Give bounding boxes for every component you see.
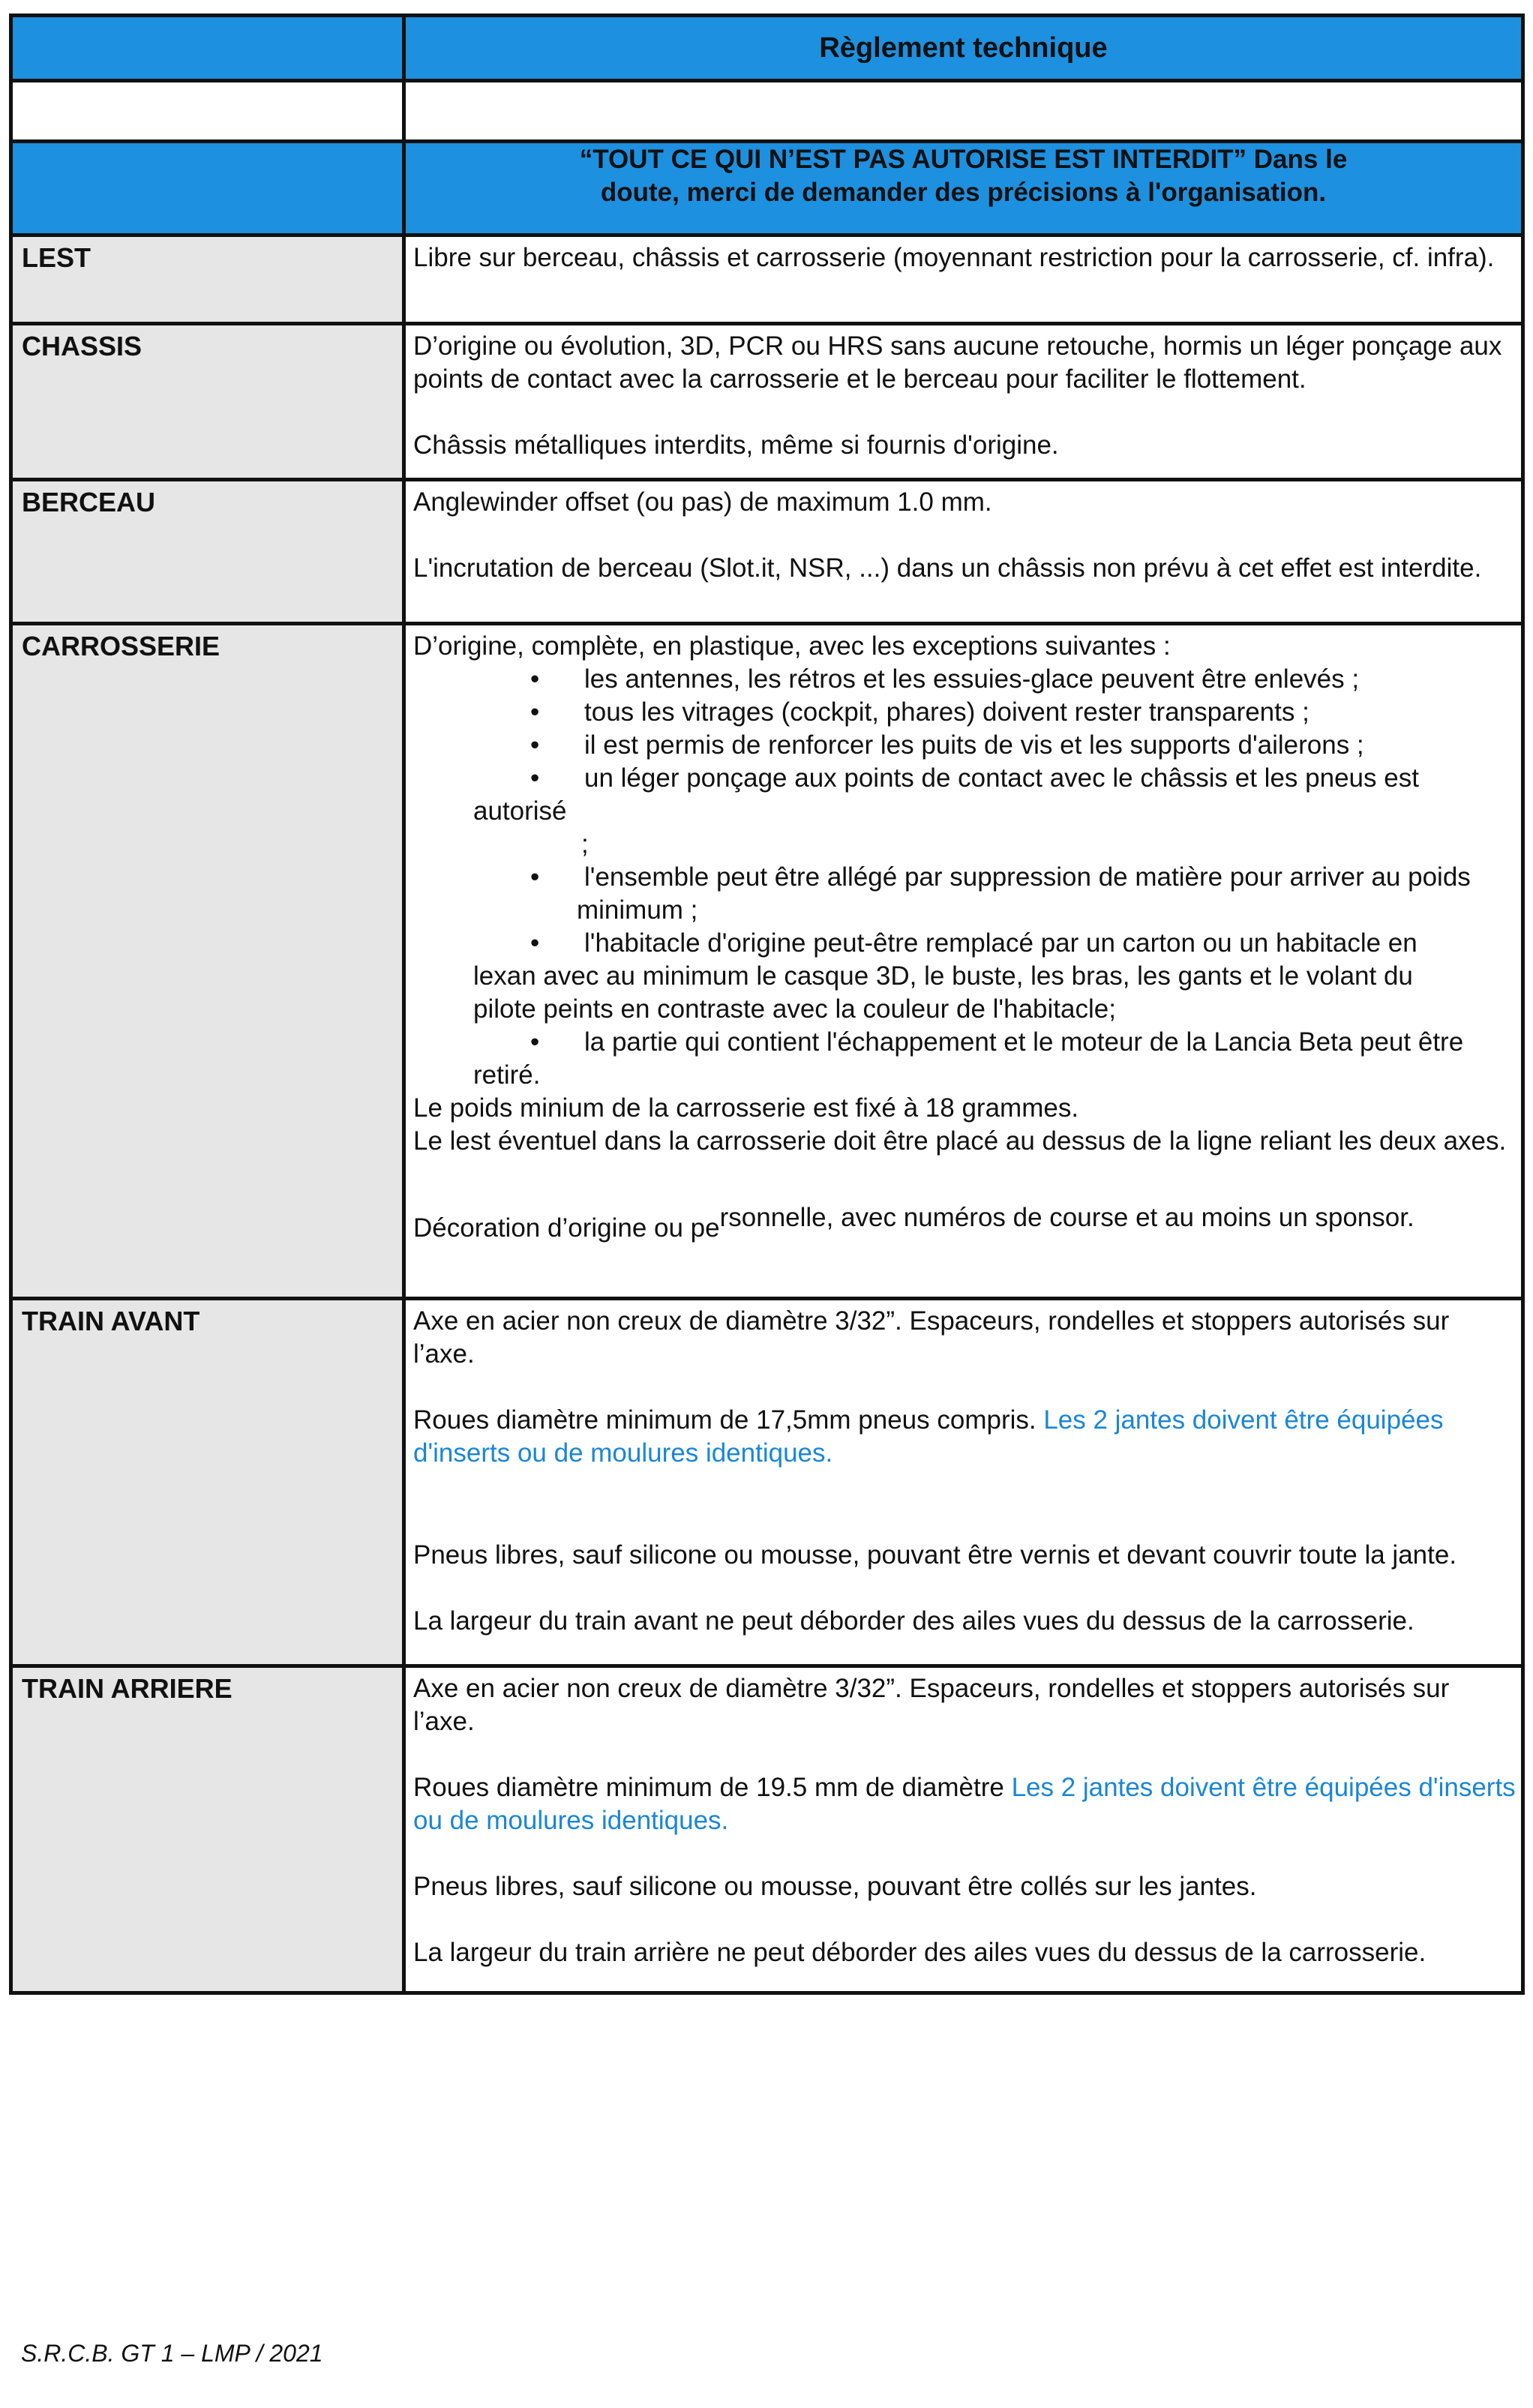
carrosserie-lest: Le lest éventuel dans la carrosserie doit être placé au dessus de la ligne reliant les deux axes. [413,1126,1507,1156]
label-berceau: BERCEAU [11,480,404,624]
banner-line-2: doute, merci de demander des précisions à l'organisation. [600,178,1327,207]
train-avant-paragraph-4: La largeur du train avant ne peut déborder des ailes vues du dessus de la carrosserie. [413,1606,1414,1636]
row-lest [11,235,1523,324]
blank-right-cell [404,81,1523,142]
chassis-paragraph-2: Châssis métalliques interdits, même si fournis d'origine. [413,430,1059,460]
rules-document [9,13,1521,1995]
list-item-continuation: minimum ; [577,895,698,925]
label-carrosserie: CARROSSERIE [11,624,404,1299]
blank-left-cell [11,81,404,142]
train-arriere-paragraph-3: Pneus libres, sauf silicone ou mousse, pouvant être collés sur les jantes. [413,1872,1257,1901]
list-item-continuation: lexan avec au minimum le casque 3D, le buste, les bras, les gants et le volant du [473,961,1413,991]
list-item: • l'ensemble peut être allégé par suppression de matière pour arriver au poids [530,862,1471,892]
text-chassis [404,324,1523,480]
header-left-cell [11,16,404,81]
carrosserie-decoration: Décoration d’origine ou personnelle, avec numéros de course et au moins un sponsor. [413,1203,1414,1243]
row-berceau [11,480,1523,624]
row-chassis [11,324,1523,480]
label-lest: LEST [11,235,404,324]
list-item: • la partie qui contient l'échappement et le moteur de la Lancia Beta peut être [530,1027,1464,1057]
list-item-continuation: retiré. [473,1060,541,1090]
label-chassis: CHASSIS [11,324,404,480]
banner-line-1: “TOUT CE QUI N’EST PAS AUTORISE EST INTERDIT” Dans le [579,145,1348,174]
banner-notice [404,142,1523,235]
rules-table [9,13,1525,1995]
blank-row [11,81,1523,142]
list-item-continuation: ; [581,829,589,859]
list-item: • les antennes, les rétros et les essuies-glace peuvent être enlevés ; [530,664,1360,694]
banner-row [11,142,1523,235]
label-train-arriere: TRAIN ARRIERE [11,1666,404,1993]
list-item-continuation: pilote peints en contraste avec la couleur de l'habitacle; [473,994,1116,1024]
carrosserie-intro: D’origine, complète, en plastique, avec les exceptions suivantes : [413,631,1171,661]
document-title: Règlement technique [404,16,1523,81]
list-item: • tous les vitrages (cockpit, phares) doivent rester transparents ; [530,697,1310,727]
train-avant-paragraph-2: Roues diamètre minimum de 17,5mm pneus compris. Les 2 jantes doivent être équipées d'inserts ou de moulures identiques. [413,1405,1444,1468]
chassis-paragraph-1: D’origine ou évolution, 3D, PCR ou HRS sans aucune retouche, hormis un léger ponçage aux points de contact avec la carrosserie et le berceau pour faciliter le flottement. [413,331,1502,394]
text-train-avant [404,1299,1523,1666]
train-avant-paragraph-1: Axe en acier non creux de diamètre 3/32”. Espaceurs, rondelles et stoppers autorisés sur l’axe. [413,1306,1450,1369]
list-item: • un léger ponçage aux points de contact avec le châssis et les pneus est [530,763,1419,793]
row-train-avant [11,1299,1523,1666]
row-train-arriere [11,1666,1523,1993]
train-avant-paragraph-3: Pneus libres, sauf silicone ou mousse, pouvant être vernis et devant couvrir toute la jante. [413,1540,1457,1570]
label-train-avant: TRAIN AVANT [11,1299,404,1666]
header-row [11,16,1523,81]
text-lest: Libre sur berceau, châssis et carrosserie (moyennant restriction pour la carrosserie, cf. infra). [404,235,1523,324]
list-item: • il est permis de renforcer les puits de vis et les supports d'ailerons ; [530,730,1364,760]
text-berceau [404,480,1523,624]
train-arriere-paragraph-1: Axe en acier non creux de diamètre 3/32”. Espaceurs, rondelles et stoppers autorisés sur l’axe. [413,1674,1450,1736]
berceau-paragraph-1: Anglewinder offset (ou pas) de maximum 1.0 mm. [413,487,992,517]
list-item-continuation: autorisé [473,796,567,826]
page-footer: S.R.C.B. GT 1 – LMP / 2021 [21,2340,323,2367]
text-train-arriere [404,1666,1523,1993]
banner-left-cell [11,142,404,235]
berceau-paragraph-2: L'incrutation de berceau (Slot.it, NSR, ...) dans un châssis non prévu à cet effet est interdite. [413,553,1482,583]
train-arriere-paragraph-4: La largeur du train arrière ne peut déborder des ailes vues du dessus de la carrosserie. [413,1938,1426,1967]
text-carrosserie [404,624,1523,1299]
list-item: • l'habitacle d'origine peut-être remplacé par un carton ou un habitacle en [530,928,1418,958]
carrosserie-weight: Le poids minium de la carrosserie est fixé à 18 grammes. [413,1093,1079,1123]
train-arriere-paragraph-2: Roues diamètre minimum de 19.5 mm de diamètre Les 2 jantes doivent être équipées d'inserts ou de moulures identiques. [413,1773,1516,1835]
row-carrosserie [11,624,1523,1299]
